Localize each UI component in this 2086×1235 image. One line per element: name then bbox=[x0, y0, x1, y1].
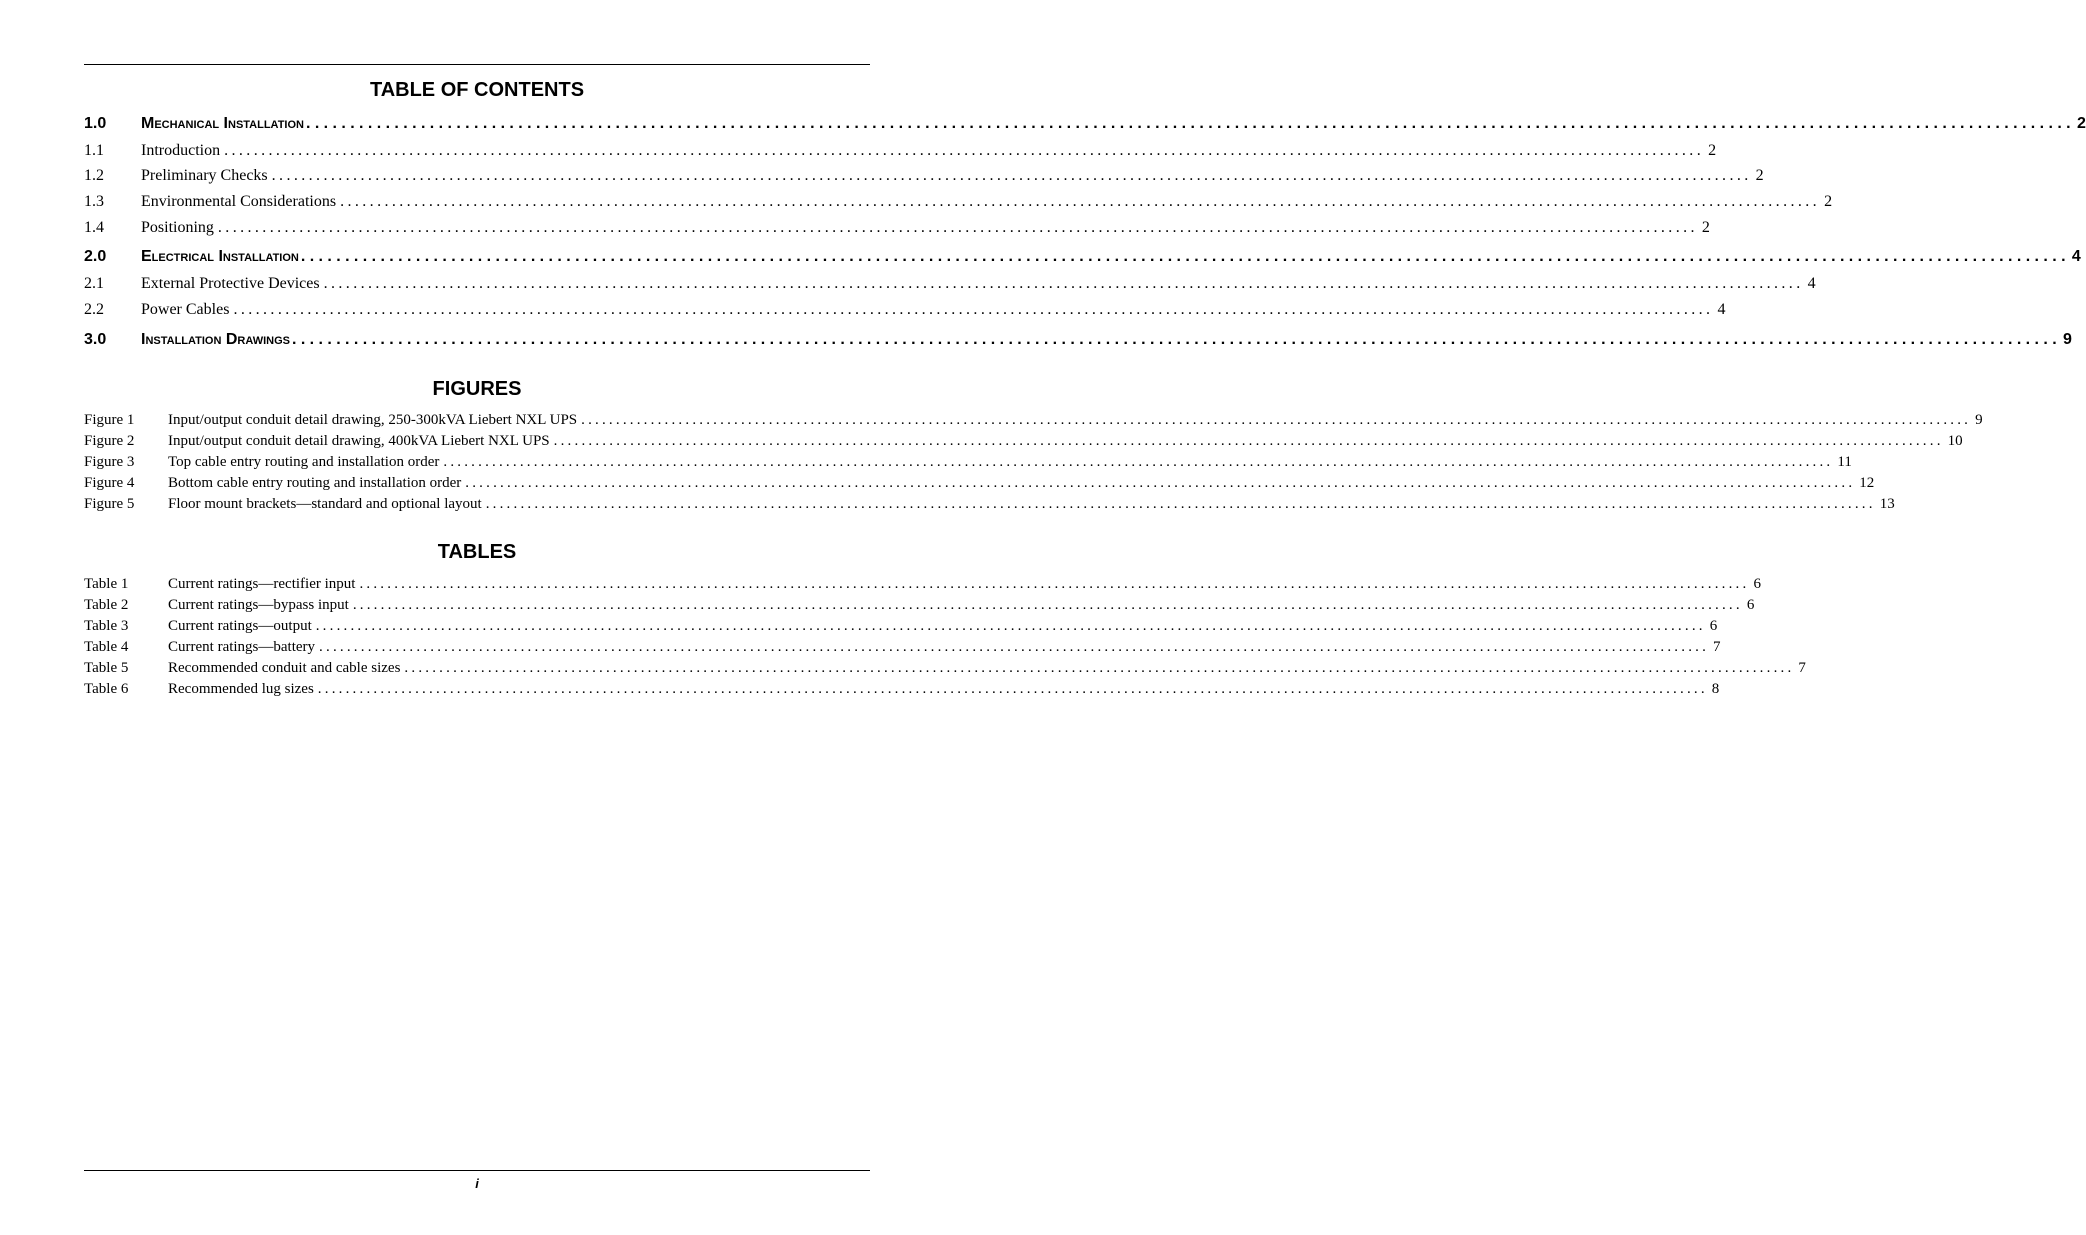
toc-entry-title: Installation Drawings bbox=[141, 331, 290, 348]
dot-leader: ........................................................................................................................................................................................................ bbox=[319, 639, 1710, 655]
table-entry-number: Table 6 bbox=[84, 681, 129, 697]
toc-entry-page: 2 bbox=[1701, 219, 1710, 236]
toc-entry-number: 1.2 bbox=[84, 167, 104, 184]
table-entry-page: 6 bbox=[1709, 618, 1718, 634]
figure-entry[interactable] bbox=[84, 432, 1963, 450]
toc-entry-page: 4 bbox=[1807, 275, 1816, 292]
dot-leader: ........................................................................................................................................................................................................ bbox=[465, 475, 1856, 491]
toc-entry[interactable] bbox=[84, 300, 1726, 320]
toc-entry-title: External Protective Devices bbox=[141, 275, 320, 292]
table-entry[interactable] bbox=[84, 680, 1720, 698]
figure-entry-number: Figure 3 bbox=[84, 454, 135, 470]
toc-entry-number: 1.4 bbox=[84, 219, 104, 236]
toc-entry[interactable] bbox=[84, 166, 1764, 186]
toc-entry[interactable] bbox=[84, 114, 2086, 134]
dot-leader: ........................................................................................................................................................................................................ bbox=[271, 167, 1752, 184]
dot-leader: ........................................................................................................................................................................................................ bbox=[553, 433, 1944, 449]
toc-heading: TABLE OF CONTENTS bbox=[369, 79, 585, 101]
table-entry[interactable] bbox=[84, 596, 1755, 614]
figure-entry-page: 12 bbox=[1859, 475, 1875, 491]
dot-leader: ........................................................................................................................................................................................................ bbox=[485, 496, 1876, 512]
toc-entry-title: Mechanical Installation bbox=[141, 115, 304, 132]
toc-entry-number: 1.1 bbox=[84, 142, 104, 159]
dot-leader: ........................................................................................................................................................................................................ bbox=[352, 597, 1743, 613]
dot-leader: ........................................................................................................................................................................................................ bbox=[323, 275, 1804, 292]
toc-entry-number: 2.1 bbox=[84, 275, 104, 292]
table-entry-number: Table 3 bbox=[84, 618, 129, 634]
dot-leader: ........................................................................................................................................................................................................ bbox=[404, 660, 1795, 676]
header-rule bbox=[84, 64, 870, 65]
toc-entry-number: 1.3 bbox=[84, 193, 104, 210]
toc-entry-title: Preliminary Checks bbox=[141, 167, 268, 184]
figure-entry-number: Figure 4 bbox=[84, 475, 135, 491]
figure-entry-number: Figure 1 bbox=[84, 412, 135, 428]
toc-entry-page: 9 bbox=[2063, 331, 2072, 348]
table-entry-title: Current ratings—battery bbox=[168, 639, 316, 655]
figure-entry-title: Input/output conduit detail drawing, 400kVA Liebert NXL UPS bbox=[168, 433, 550, 449]
table-entry[interactable] bbox=[84, 617, 1718, 635]
table-entry-number: Table 2 bbox=[84, 597, 129, 613]
table-entry-number: Table 5 bbox=[84, 660, 129, 676]
dot-leader: ........................................................................................................................................................................................................ bbox=[581, 412, 1972, 428]
dot-leader: ........................................................................................................................................................................................................ bbox=[317, 681, 1708, 697]
figure-entry-title: Floor mount brackets—standard and optional layout bbox=[168, 496, 482, 512]
footer-rule bbox=[84, 1170, 870, 1171]
table-entry-page: 7 bbox=[1798, 660, 1806, 676]
figure-entry[interactable] bbox=[84, 453, 1852, 471]
figure-entry-title: Bottom cable entry routing and installation order bbox=[168, 475, 462, 491]
table-entry-number: Table 4 bbox=[84, 639, 129, 655]
table-entry-title: Current ratings—rectifier input bbox=[168, 576, 356, 592]
toc-entry-title: Positioning bbox=[141, 219, 214, 236]
dot-leader: ........................................................................................................................................................................................................ bbox=[443, 454, 1834, 470]
dot-leader: ........................................................................................................................................................................................................ bbox=[291, 331, 2062, 348]
table-entry-page: 6 bbox=[1746, 597, 1755, 613]
toc-entry[interactable] bbox=[84, 141, 1717, 161]
figure-entry-page: 10 bbox=[1947, 433, 1963, 449]
tables-heading: TABLES bbox=[437, 541, 517, 563]
table-entry-number: Table 1 bbox=[84, 576, 129, 592]
figures-heading: FIGURES bbox=[432, 378, 522, 400]
toc-entry-title: Introduction bbox=[141, 142, 221, 159]
table-entry-title: Recommended conduit and cable sizes bbox=[168, 660, 401, 676]
figure-entry-number: Figure 5 bbox=[84, 496, 135, 512]
toc-entry-number: 2.2 bbox=[84, 301, 104, 318]
dot-leader: ........................................................................................................................................................................................................ bbox=[305, 115, 2076, 132]
page-number: i bbox=[475, 1176, 479, 1191]
dot-leader: ........................................................................................................................................................................................................ bbox=[224, 142, 1705, 159]
toc-entry-number: 1.0 bbox=[84, 115, 107, 132]
toc-entry-title: Environmental Considerations bbox=[141, 193, 337, 210]
toc-entry[interactable] bbox=[84, 247, 2081, 267]
table-entry-page: 6 bbox=[1753, 576, 1761, 592]
toc-entry-number: 2.0 bbox=[84, 248, 107, 265]
figure-entry[interactable] bbox=[84, 474, 1875, 492]
table-entry-title: Current ratings—bypass input bbox=[168, 597, 349, 613]
figure-entry-page: 13 bbox=[1879, 496, 1895, 512]
toc-entry-page: 2 bbox=[1824, 193, 1833, 210]
figure-entry-title: Top cable entry routing and installation order bbox=[168, 454, 440, 470]
dot-leader: ........................................................................................................................................................................................................ bbox=[217, 219, 1698, 236]
dot-leader: ........................................................................................................................................................................................................ bbox=[233, 301, 1714, 318]
toc-entry[interactable] bbox=[84, 218, 1710, 238]
figure-entry[interactable] bbox=[84, 411, 1983, 429]
toc-entry-title: Power Cables bbox=[141, 301, 230, 318]
table-entry-title: Current ratings—output bbox=[168, 618, 312, 634]
table-entry[interactable] bbox=[84, 659, 1806, 677]
toc-entry-page: 2 bbox=[1755, 167, 1764, 184]
dot-leader: ........................................................................................................................................................................................................ bbox=[359, 576, 1750, 592]
table-entry[interactable] bbox=[84, 638, 1721, 656]
toc-entry-number: 3.0 bbox=[84, 331, 107, 348]
toc-entry-page: 4 bbox=[1717, 301, 1726, 318]
figure-entry[interactable] bbox=[84, 495, 1895, 513]
dot-leader: ........................................................................................................................................................................................................ bbox=[315, 618, 1706, 634]
figure-entry-title: Input/output conduit detail drawing, 250-300kVA Liebert NXL UPS bbox=[168, 412, 578, 428]
toc-entry[interactable] bbox=[84, 330, 2072, 350]
dot-leader: ........................................................................................................................................................................................................ bbox=[340, 193, 1821, 210]
table-entry-page: 7 bbox=[1713, 639, 1721, 655]
figure-entry-page: 9 bbox=[1975, 412, 1983, 428]
figure-entry-number: Figure 2 bbox=[84, 433, 135, 449]
dot-leader: ........................................................................................................................................................................................................ bbox=[300, 248, 2070, 265]
toc-entry[interactable] bbox=[84, 274, 1816, 294]
toc-entry-page: 4 bbox=[2071, 248, 2081, 265]
table-entry-page: 8 bbox=[1711, 681, 1720, 697]
table-entry-title: Recommended lug sizes bbox=[168, 681, 314, 697]
toc-entry-title: Electrical Installation bbox=[141, 248, 299, 265]
table-entry[interactable] bbox=[84, 575, 1761, 593]
toc-entry-page: 2 bbox=[2077, 115, 2086, 132]
figure-entry-page: 11 bbox=[1837, 454, 1852, 470]
toc-entry[interactable] bbox=[84, 192, 1833, 212]
toc-entry-page: 2 bbox=[1708, 142, 1717, 159]
